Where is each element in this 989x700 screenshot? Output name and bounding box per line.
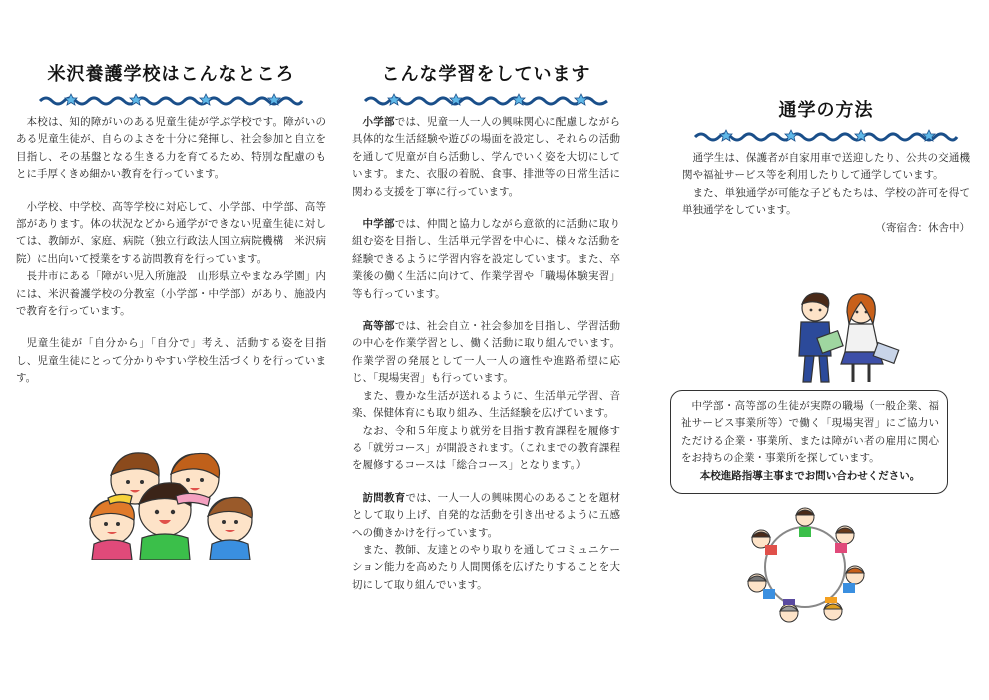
section-commute bbox=[682, 96, 970, 237]
keyword-visiting: 訪問教育 bbox=[362, 491, 406, 504]
section-title-about: 米沢養護学校はこんなところ bbox=[47, 64, 295, 85]
about-paragraph-3: 長井市にある「障がい児入所施設 山形県立やまなみ学園」内には、米沢養護学校の分教室（小学部・中学部）があり、施設内で教育を行っています。 bbox=[16, 270, 326, 318]
learning-elementary bbox=[352, 114, 620, 201]
section-learning bbox=[352, 60, 620, 594]
learning-junior bbox=[352, 216, 620, 303]
keyword-senior: 高等部 bbox=[362, 320, 395, 333]
about-paragraph-1: 本校は、知的障がいのある児童生徒が学ぶ学校です。障がいのある児童生徒が、自らのよさを十分に発揮し、社会参加と自立を目指し、その基盤となる生きる力を育てるため、特別な配慮のもとに手厚くきめ細かい教育を行っています。 bbox=[16, 116, 326, 181]
section-title-commute: 通学の方法 bbox=[778, 100, 874, 121]
commute-paragraph-2: また、単独通学が可能な子どもたちは、学校の許可を得て単独通学をしています。 bbox=[682, 186, 970, 217]
ornament-divider bbox=[361, 92, 611, 106]
commute-paragraph-1: 通学生は、保護者が自家用車で送迎したり、公共の交通機関や福祉サービス等を利用したりして通学しています。 bbox=[682, 152, 970, 182]
students-walking-illustration bbox=[775, 290, 905, 390]
learning-visiting-2: また、教師、友達とのやり取りを通してコミュニケーション能力を高めたり人間関係を広げたりすることを大切にして取り組んでいます。 bbox=[352, 543, 620, 591]
learning-senior-text: では、社会自立・社会参加を目指し、学習活動の中心を作業学習とし、働く活動に取り組んでいます。作業学習の発展として一人一人の適性や進路希望に応じ、「現場実習」も行っています。 bbox=[352, 320, 621, 385]
learning-elementary-text: では、児童一人一人の興味関心に配慮しながら具体的な生活経験や遊びの場面を設定し、それらの活動を通して児童が自ら活動し、学んでいく姿を大切にしています。また、衣服の着脱、食事、排泄等の日常生活に関わる支援を丁寧に行っています。 bbox=[352, 116, 621, 198]
learning-senior-3: なお、令和５年度より就労を目指す教育課程を履修する「就労コース」が開設されます。（これまでの教育課程を履修するコースは「総合コース」となります。） bbox=[352, 424, 620, 472]
learning-senior bbox=[352, 318, 620, 388]
internship-contact: 本校進路指導主事までお問い合わせください。 bbox=[699, 469, 921, 482]
learning-visiting-text: では、一人一人の興味関心のあることを題材として取り上げ、自発的な活動を引き出せるように五感への働きかけを行っています。 bbox=[352, 491, 621, 539]
section-about bbox=[16, 60, 326, 388]
keyword-elementary: 小学部 bbox=[362, 116, 395, 128]
dormitory-note: （寄宿舎：休舎中） bbox=[875, 221, 970, 234]
ornament-divider bbox=[36, 92, 306, 106]
about-paragraph-2: 小学校、中学校、高等学校に対応して、小学部、中学部、高等部があります。体の状況などから通学ができない児童生徒に対しては、教師が、家庭、病院（独立行政法人国立病院機構 米沢病院）に出向いて授業をする訪問教育を行っています。 bbox=[16, 200, 326, 265]
internship-notice-box bbox=[670, 390, 948, 494]
internship-notice-text: 中学部・高等部の生徒が実際の職場（一般企業、福祉サービス事業所等）で働く「現場実習」にご協力いただける企業・事業所、または障がい者の雇用に関心をお持ちの企業・事業所を探しています。 bbox=[681, 400, 939, 465]
about-paragraph-4: 児童生徒が「自分から」「自分で」考え、活動する姿を目指し、児童生徒にとって分かりやすい学校生活づくりを行っています。 bbox=[16, 337, 326, 385]
section-title-learning: こんな学習をしています bbox=[381, 64, 591, 85]
ornament-divider bbox=[691, 128, 961, 142]
learning-junior-text: では、仲間と協力しながら意欲的に活動に取り組む姿を目指し、生活単元学習を中心に、様々な活動を経験できるように学習内容を設定しています。また、卒業後の働く生活に向けて、作業学習や「職場体験実習」等も行っています。 bbox=[352, 218, 621, 300]
learning-senior-2: また、豊かな生活が送れるように、生活単元学習、音楽、保健体育にも取り組み、生活経験を広げています。 bbox=[352, 389, 620, 420]
people-circle-illustration bbox=[745, 505, 865, 625]
keyword-junior: 中学部 bbox=[362, 218, 395, 231]
learning-visiting bbox=[352, 490, 620, 542]
children-illustration bbox=[80, 440, 270, 560]
